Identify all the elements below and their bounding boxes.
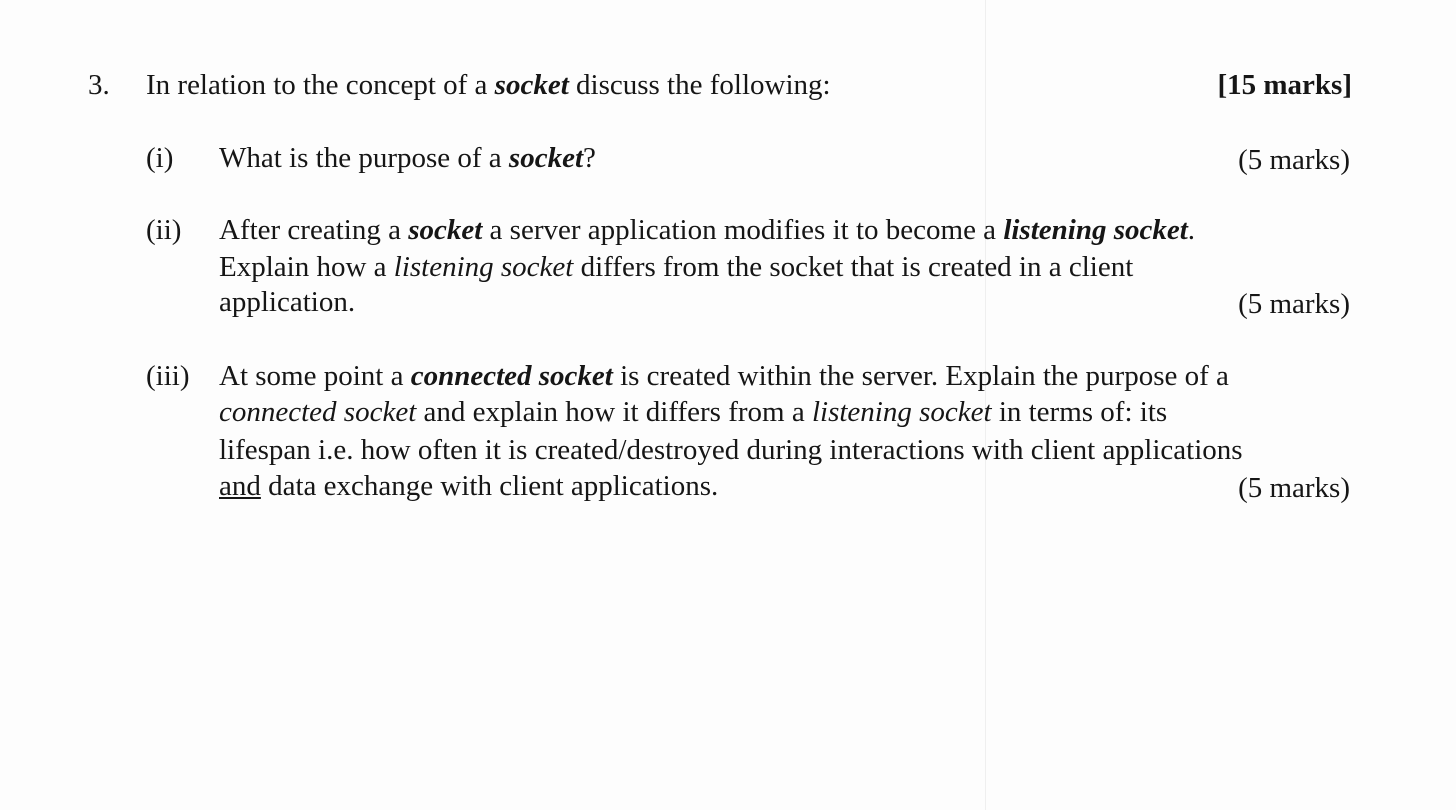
part-ii-line1-before: After creating a [219,214,409,246]
part-iii-marks: (5 marks) [1238,472,1350,504]
part-iii-line2-term2: listening socket [811,396,992,428]
part-ii-line-3: application. [219,286,356,318]
part-ii-marks: (5 marks) [1238,288,1350,320]
part-iii-line2-mid: and explain how it differs from a [416,396,812,428]
part-ii-label: (ii) [146,214,182,246]
part-iii-label: (iii) [146,360,190,392]
part-iii-line1-before: At some point a [219,360,411,392]
part-ii-line2-before: Explain how a [219,251,394,283]
part-iii-line1-term: connected socket [410,360,613,392]
part-ii-line1-end: . [1187,214,1196,246]
part-i-label: (i) [146,142,174,174]
question-total-marks: [15 marks] [1217,69,1352,101]
part-iii-line4-after: data exchange with client applications. [260,470,719,502]
part-ii-line2-term: listening socket [393,251,574,283]
part-iii-line-2 [219,394,1167,430]
question-intro-before: In relation to the concept of a [146,69,495,101]
part-iii-line4-underlined: and [219,470,261,502]
part-ii-line2-after: differs from the socket that is created in a client [573,251,1134,283]
part-i-term: socket [508,142,584,174]
part-ii-line1-term1: socket [408,214,483,246]
part-iii-line-1 [219,358,1229,394]
part-iii-line2-after: in terms of: its [991,396,1168,428]
part-i-text-before: What is the purpose of a [219,142,509,174]
part-ii-line1-mid: a server application modifies it to become a [482,214,1004,246]
part-i-text [219,140,596,176]
question-intro [146,67,831,103]
part-iii-line-3: lifespan i.e. how often it is created/destroyed during interactions with client applications [219,434,1243,466]
part-i-marks: (5 marks) [1238,144,1350,176]
question-number: 3. [88,69,110,101]
part-iii-line-4 [219,468,718,504]
part-ii-line1-term2: listening socket [1003,214,1188,246]
part-i-text-after: ? [583,142,596,174]
question-intro-after: discuss the following: [568,69,831,101]
part-iii-line2-term1: connected socket [219,396,417,428]
part-ii-line-1 [219,212,1195,248]
question-intro-term: socket [494,69,569,101]
part-ii-line-2 [219,249,1133,285]
part-iii-line1-after: is created within the server. Explain the purpose of a [612,360,1229,392]
